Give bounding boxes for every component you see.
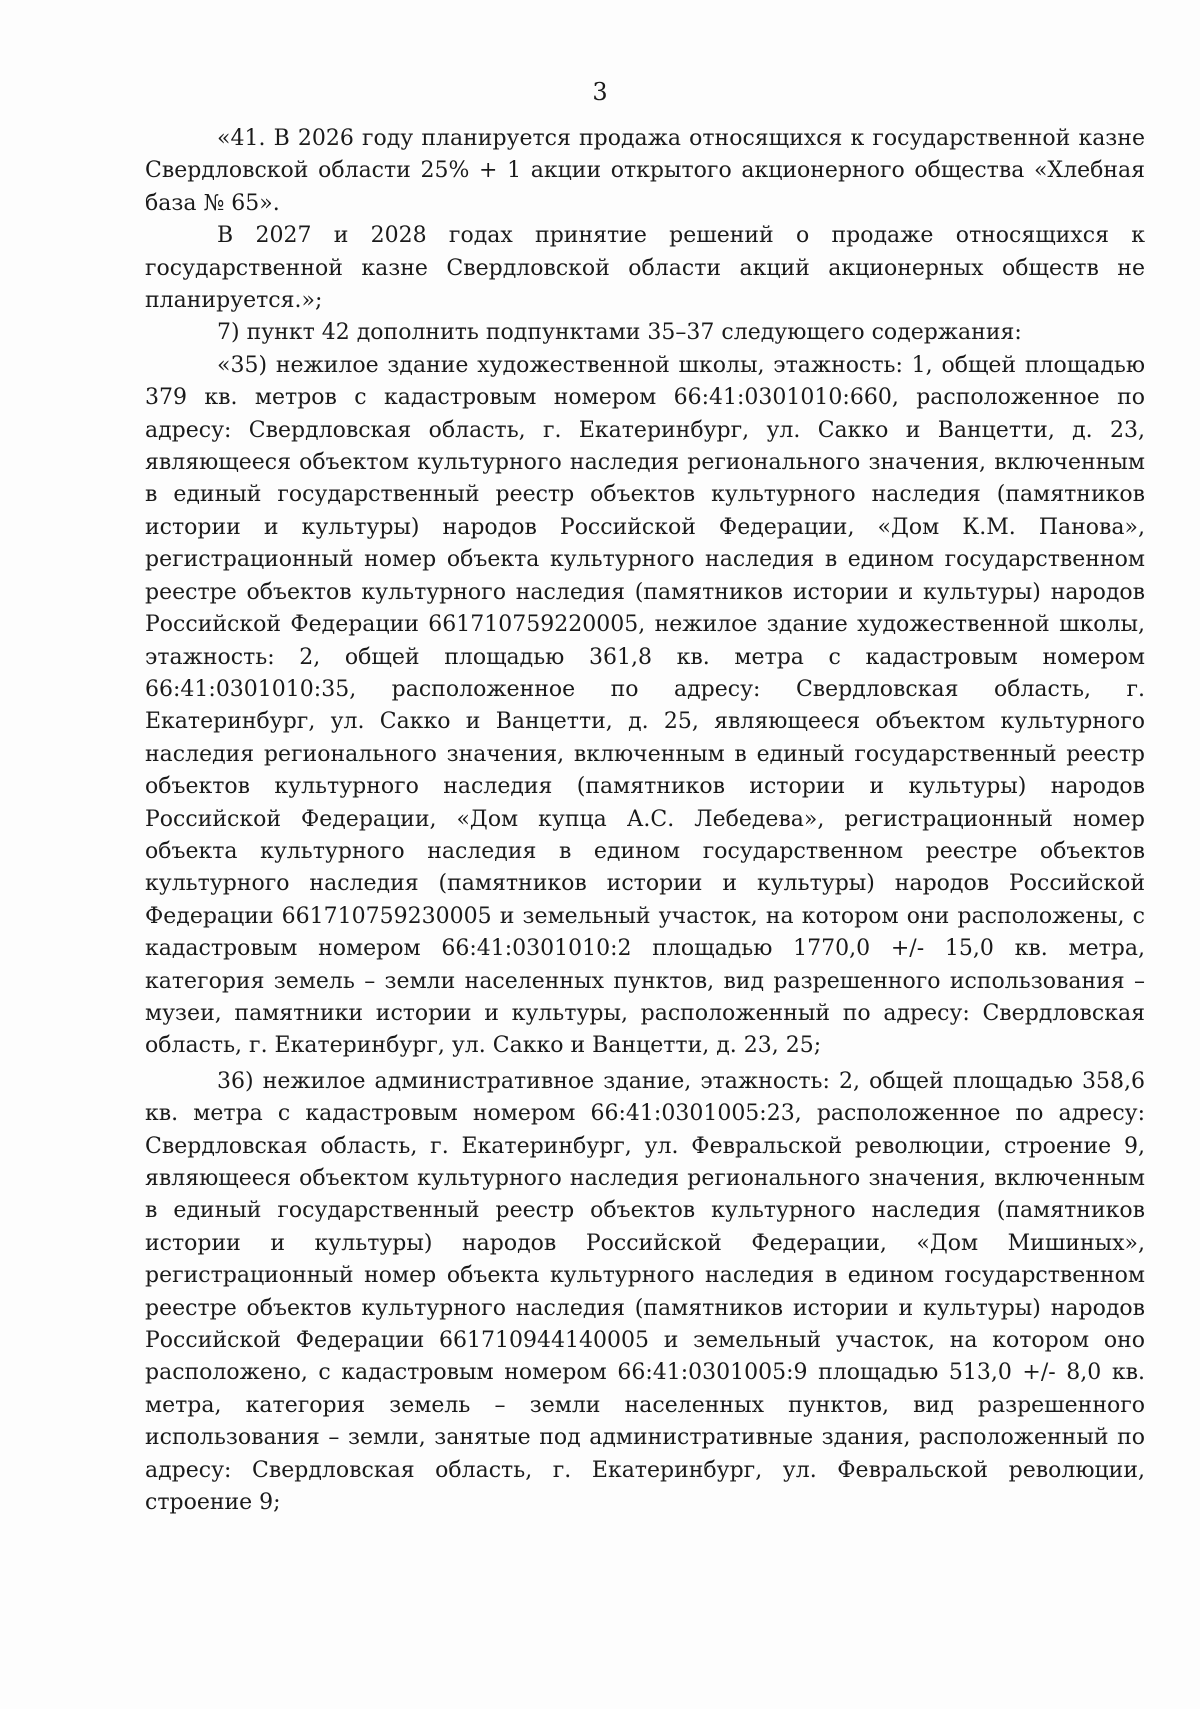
paragraph-years-2027-2028: В 2027 и 2028 годах принятие решений о продаже относящихся к государственной казне Свердловской области акций акционерных обществ не планируется.»; (145, 223, 1145, 314)
paragraph-item-41: «41. В 2026 году планируется продажа относящихся к государственной казне Свердловской области 25% + 1 акции открытого акционерного общества «Хлебная база № 65». (145, 126, 1145, 216)
paragraph-subitem-35: «35) нежилое здание художественной школы, этажность: 1, общей площадью 379 кв. метров с кадастровым номером 66:41:0301010:660, расположенное по адресу: Свердловская область, г. Екатеринбург, ул. Сакко и Ванцетти, д. 23, являющееся объектом культурного наследия регионального значения, включенным в единый государственный реестр объектов культурного наследия (памятников истории и культуры) народов Российской Федерации, «Дом К.М. Панова», регистрационный номер объекта культурного наследия в едином государственном реестре объектов культурного наследия (памятников истории и культуры) народов Российской Федерации 661710759220005, нежилое здание художественной школы, этажность: 2, общей площадью 361,8 кв. метра с кадастровым номером 66:41:0301010:35, расположенное по адресу: Свердловская область, г. Екатеринбург, ул. Сакко и Ванцетти, д. 25, являющееся объектом культурного наследия регионального значения, включенным в единый государственный реестр объектов культурного наследия (памятников истории и культуры) народов Российской Федерации, «Дом купца А.С. Лебедева», регистрационный номер объекта культурного наследия в едином государственном реестре объектов культурного наследия (памятников истории и культуры) народов Российской Федерации 661710759230005 и земельный участок, на котором они расположены, с кадастровым номером 66:41:0301010:2 площадью 1770,0 +/- 15,0 кв. метра, категория земель – земли населенных пунктов, вид разрешенного использования – музеи, памятники истории и культуры, расположенный по адресу: Свердловская область, г. Екатеринбург, ул. Сакко и Ванцетти, д. 23, 25; (145, 352, 1145, 1059)
document-body (145, 123, 1145, 1519)
page-number: 3 (592, 78, 608, 106)
paragraph-point-7: 7) пункт 42 дополнить подпунктами 35–37 следующего содержания: (217, 320, 1022, 346)
paragraph-subitem-36: 36) нежилое административное здание, этажность: 2, общей площадью 358,6 кв. метра с кадастровым номером 66:41:0301005:23, расположенное по адресу: Свердловская область, г. Екатеринбург, ул. Февральской революции, строение 9, являющееся объектом культурного наследия регионального значения, включенным в единый государственный реестр объектов культурного наследия (памятников истории и культуры) народов Российской Федерации, «Дом Мишиных», регистрационный номер объекта культурного наследия в едином государственном реестре объектов культурного наследия (памятников истории и культуры) народов Российской Федерации 661710944140005 и земельный участок, на котором оно расположено, с кадастровым номером 66:41:0301005:9 площадью 513,0 +/- 8,0 кв. метра, категория земель – земли населенных пунктов, вид разрешенного использования – земли, занятые под административные здания, расположенный по адресу: Свердловская область, г. Екатеринбург, ул. Февральской революции, строение 9; (145, 1068, 1145, 1516)
